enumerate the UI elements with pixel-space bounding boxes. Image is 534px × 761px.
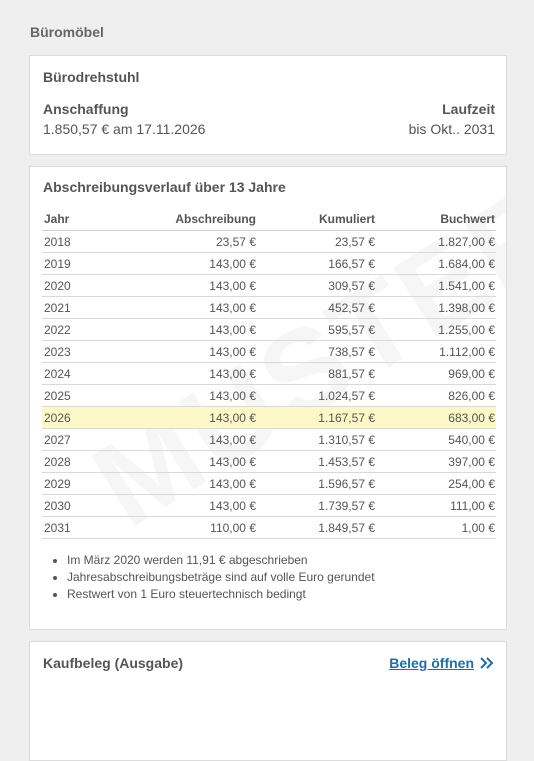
- depreciation-table: [42, 208, 496, 539]
- cell-book-value: 111,00 €: [376, 495, 496, 517]
- cell-depreciation: 143,00 €: [102, 341, 257, 363]
- table-row: [42, 319, 496, 341]
- table-header-row: [42, 208, 496, 231]
- note-item: • Jahresabschreibungsbeträge sind auf volle Euro gerundet: [67, 569, 375, 586]
- open-receipt-label: Beleg öffnen: [389, 655, 474, 671]
- cell-cumulative: 1.596,57 €: [257, 473, 376, 495]
- cell-cumulative: 1.453,57 €: [257, 451, 376, 473]
- term-label: Laufzeit: [442, 101, 495, 117]
- cell-year: 2026: [42, 407, 102, 429]
- note-item: • Im März 2020 werden 11,91 € abgeschrieben: [67, 552, 375, 569]
- cell-cumulative: 1.024,57 €: [257, 385, 376, 407]
- cell-depreciation: 143,00 €: [102, 253, 257, 275]
- receipt-title: Kaufbeleg (Ausgabe): [43, 655, 184, 671]
- cell-depreciation: 143,00 €: [102, 275, 257, 297]
- cell-cumulative: 1.310,57 €: [257, 429, 376, 451]
- header-year: Jahr: [42, 208, 102, 231]
- open-receipt-link[interactable]: [389, 655, 494, 671]
- table-row: [42, 495, 496, 517]
- depreciation-title: Abschreibungsverlauf über 13 Jahre: [43, 179, 286, 195]
- note-item: • Restwert von 1 Euro steuertechnisch bedingt: [67, 586, 375, 603]
- table-row: [42, 275, 496, 297]
- cell-book-value: 1.541,00 €: [376, 275, 496, 297]
- cell-book-value: 683,00 €: [376, 407, 496, 429]
- cell-year: 2031: [42, 517, 102, 539]
- header-depreciation: Abschreibung: [102, 208, 257, 231]
- cell-depreciation: 143,00 €: [102, 495, 257, 517]
- cell-cumulative: 452,57 €: [257, 297, 376, 319]
- cell-book-value: 969,00 €: [376, 363, 496, 385]
- table-row: [42, 451, 496, 473]
- double-chevron-right-icon: [480, 657, 494, 669]
- cell-cumulative: 595,57 €: [257, 319, 376, 341]
- asset-name: Bürodrehstuhl: [43, 69, 140, 85]
- cell-book-value: 826,00 €: [376, 385, 496, 407]
- table-row: [42, 253, 496, 275]
- cell-year: 2029: [42, 473, 102, 495]
- cell-year: 2027: [42, 429, 102, 451]
- cell-year: 2028: [42, 451, 102, 473]
- cell-depreciation: 143,00 €: [102, 429, 257, 451]
- cell-book-value: 1,00 €: [376, 517, 496, 539]
- cell-depreciation: 143,00 €: [102, 407, 257, 429]
- depreciation-card: [29, 166, 507, 630]
- receipt-card: [29, 641, 507, 761]
- cell-cumulative: 738,57 €: [257, 341, 376, 363]
- cell-depreciation: 143,00 €: [102, 319, 257, 341]
- asset-card: [29, 55, 507, 155]
- table-row: [42, 297, 496, 319]
- cell-year: 2022: [42, 319, 102, 341]
- header-cumulative: Kumuliert: [257, 208, 376, 231]
- cell-book-value: 540,00 €: [376, 429, 496, 451]
- cell-year: 2018: [42, 231, 102, 253]
- notes-list: [53, 552, 375, 603]
- cell-book-value: 1.112,00 €: [376, 341, 496, 363]
- cell-cumulative: 881,57 €: [257, 363, 376, 385]
- header-book-value: Buchwert: [376, 208, 496, 231]
- cell-year: 2025: [42, 385, 102, 407]
- cell-book-value: 1.827,00 €: [376, 231, 496, 253]
- term-value: bis Okt.. 2031: [408, 121, 495, 137]
- table-row: [42, 517, 496, 539]
- acquisition-value: 1.850,57 € am 17.11.2026: [43, 121, 206, 137]
- cell-book-value: 1.398,00 €: [376, 297, 496, 319]
- cell-cumulative: 1.167,57 €: [257, 407, 376, 429]
- cell-year: 2019: [42, 253, 102, 275]
- acquisition-label: Anschaffung: [43, 101, 129, 117]
- page-title: Büromöbel: [30, 24, 104, 40]
- cell-cumulative: 1.739,57 €: [257, 495, 376, 517]
- cell-depreciation: 143,00 €: [102, 297, 257, 319]
- cell-book-value: 1.255,00 €: [376, 319, 496, 341]
- table-row: [42, 429, 496, 451]
- cell-depreciation: 143,00 €: [102, 473, 257, 495]
- cell-year: 2023: [42, 341, 102, 363]
- cell-year: 2020: [42, 275, 102, 297]
- cell-cumulative: 1.849,57 €: [257, 517, 376, 539]
- cell-cumulative: 166,57 €: [257, 253, 376, 275]
- cell-depreciation: 23,57 €: [102, 231, 257, 253]
- table-row: [42, 341, 496, 363]
- depreciation-table-body: [42, 231, 496, 539]
- cell-cumulative: 309,57 €: [257, 275, 376, 297]
- table-row: [42, 473, 496, 495]
- cell-depreciation: 143,00 €: [102, 385, 257, 407]
- cell-year: 2024: [42, 363, 102, 385]
- cell-depreciation: 143,00 €: [102, 363, 257, 385]
- cell-depreciation: 143,00 €: [102, 451, 257, 473]
- cell-year: 2021: [42, 297, 102, 319]
- table-row: [42, 231, 496, 253]
- cell-book-value: 397,00 €: [376, 451, 496, 473]
- cell-depreciation: 110,00 €: [102, 517, 257, 539]
- table-row: [42, 363, 496, 385]
- table-row: [42, 385, 496, 407]
- table-row: [42, 407, 496, 429]
- cell-cumulative: 23,57 €: [257, 231, 376, 253]
- cell-book-value: 1.684,00 €: [376, 253, 496, 275]
- cell-year: 2030: [42, 495, 102, 517]
- cell-book-value: 254,00 €: [376, 473, 496, 495]
